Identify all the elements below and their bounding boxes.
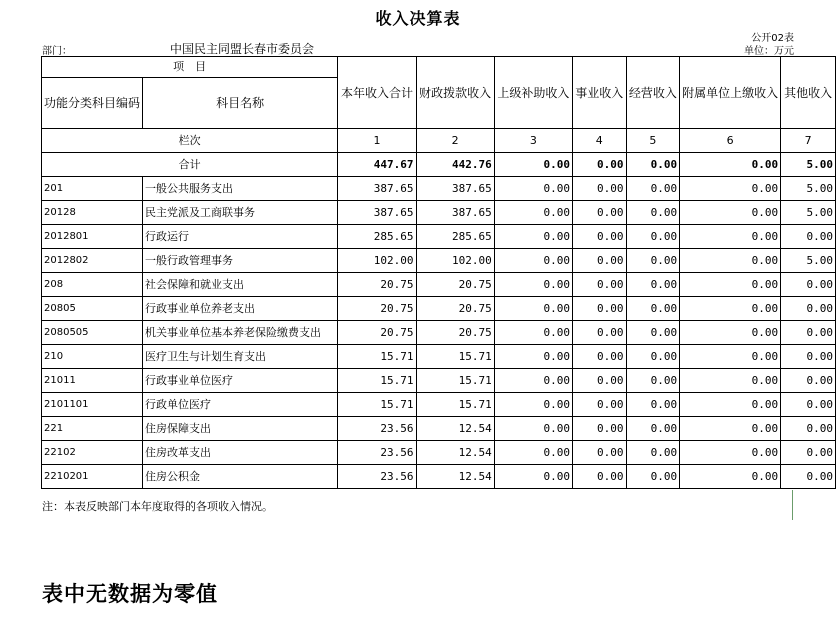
row-value: 20.75 xyxy=(338,321,416,345)
total-label: 合计 xyxy=(42,153,338,177)
row-value: 20.75 xyxy=(416,273,494,297)
row-value: 0.00 xyxy=(626,345,680,369)
row-value: 0.00 xyxy=(626,465,680,489)
total-value: 0.00 xyxy=(572,153,626,177)
header-item: 项 目 xyxy=(42,57,338,78)
row-value: 0.00 xyxy=(680,441,781,465)
divider-line xyxy=(792,490,793,520)
row-value: 0.00 xyxy=(680,201,781,225)
header-col-3: 上级补助收入 xyxy=(494,57,572,129)
row-value: 0.00 xyxy=(781,321,836,345)
row-value: 0.00 xyxy=(680,273,781,297)
header-col-1: 本年收入合计 xyxy=(338,57,416,129)
table-row xyxy=(42,441,836,465)
row-subject-name: 一般行政管理事务 xyxy=(143,249,338,273)
row-value: 15.71 xyxy=(338,393,416,417)
row-code: 208 xyxy=(42,273,143,297)
row-value: 0.00 xyxy=(572,249,626,273)
row-value: 20.75 xyxy=(416,321,494,345)
row-value: 23.56 xyxy=(338,441,416,465)
row-code: 2210201 xyxy=(42,465,143,489)
row-subject-name: 社会保障和就业支出 xyxy=(143,273,338,297)
row-code: 2080505 xyxy=(42,321,143,345)
footer-remark: 表中无数据为零值 xyxy=(42,582,218,606)
row-value: 0.00 xyxy=(494,441,572,465)
header-subject-name: 科目名称 xyxy=(143,78,338,129)
header-col-4: 事业收入 xyxy=(572,57,626,129)
row-value: 0.00 xyxy=(572,273,626,297)
row-value: 0.00 xyxy=(680,249,781,273)
header-col-7: 其他收入 xyxy=(781,57,836,129)
column-number: 3 xyxy=(494,129,572,153)
row-value: 15.71 xyxy=(338,369,416,393)
row-value: 0.00 xyxy=(494,321,572,345)
row-subject-name: 行政事业单位医疗 xyxy=(143,369,338,393)
row-value: 5.00 xyxy=(781,201,836,225)
row-value: 0.00 xyxy=(626,393,680,417)
row-value: 0.00 xyxy=(626,273,680,297)
row-subject-name: 机关事业单位基本养老保险缴费支出 xyxy=(143,321,338,345)
row-value: 0.00 xyxy=(781,393,836,417)
table-row xyxy=(42,417,836,441)
row-value: 0.00 xyxy=(626,225,680,249)
row-value: 12.54 xyxy=(416,465,494,489)
row-value: 387.65 xyxy=(338,201,416,225)
row-value: 0.00 xyxy=(572,297,626,321)
row-value: 0.00 xyxy=(626,417,680,441)
header-func-code: 功能分类科目编码 xyxy=(42,78,143,129)
row-value: 5.00 xyxy=(781,249,836,273)
column-number-label: 栏次 xyxy=(42,129,338,153)
row-value: 12.54 xyxy=(416,417,494,441)
header-col-2: 财政拨款收入 xyxy=(416,57,494,129)
column-number: 1 xyxy=(338,129,416,153)
row-value: 0.00 xyxy=(680,321,781,345)
row-value: 0.00 xyxy=(572,201,626,225)
header-row-item xyxy=(42,57,836,78)
row-value: 0.00 xyxy=(494,369,572,393)
header-col-5: 经营收入 xyxy=(626,57,680,129)
row-value: 0.00 xyxy=(781,273,836,297)
report-title: 收入决算表 xyxy=(375,9,461,28)
row-value: 0.00 xyxy=(781,345,836,369)
row-value: 285.65 xyxy=(416,225,494,249)
total-value: 0.00 xyxy=(494,153,572,177)
row-code: 20805 xyxy=(42,297,143,321)
row-value: 0.00 xyxy=(680,465,781,489)
row-value: 0.00 xyxy=(572,321,626,345)
table-row xyxy=(42,465,836,489)
row-value: 0.00 xyxy=(626,369,680,393)
column-number: 6 xyxy=(680,129,781,153)
department-name: 中国民主同盟长春市委员会 xyxy=(170,42,315,56)
table-note: 注：本表反映部门本年度取得的各项收入情况。 xyxy=(42,500,273,513)
row-value: 0.00 xyxy=(680,345,781,369)
table-row xyxy=(42,345,836,369)
row-code: 2101101 xyxy=(42,393,143,417)
table-row xyxy=(42,225,836,249)
row-subject-name: 医疗卫生与计划生育支出 xyxy=(143,345,338,369)
table-row xyxy=(42,273,836,297)
row-value: 0.00 xyxy=(680,417,781,441)
total-value: 442.76 xyxy=(416,153,494,177)
row-value: 387.65 xyxy=(338,177,416,201)
column-number-row xyxy=(42,129,836,153)
row-value: 20.75 xyxy=(338,297,416,321)
row-code: 22102 xyxy=(42,441,143,465)
form-number: 公开02表 xyxy=(751,33,794,44)
row-value: 0.00 xyxy=(680,297,781,321)
row-value: 0.00 xyxy=(494,225,572,249)
total-value: 447.67 xyxy=(338,153,416,177)
table-row xyxy=(42,393,836,417)
department-label: 部门： xyxy=(42,46,72,57)
row-value: 20.75 xyxy=(338,273,416,297)
row-value: 15.71 xyxy=(338,345,416,369)
row-value: 0.00 xyxy=(781,297,836,321)
row-value: 23.56 xyxy=(338,465,416,489)
table-row xyxy=(42,321,836,345)
total-value: 5.00 xyxy=(781,153,836,177)
row-value: 0.00 xyxy=(781,417,836,441)
row-value: 0.00 xyxy=(572,369,626,393)
row-value: 0.00 xyxy=(494,297,572,321)
row-value: 387.65 xyxy=(416,201,494,225)
row-code: 20128 xyxy=(42,201,143,225)
row-code: 201 xyxy=(42,177,143,201)
row-value: 0.00 xyxy=(626,441,680,465)
row-subject-name: 行政事业单位养老支出 xyxy=(143,297,338,321)
row-value: 5.00 xyxy=(781,177,836,201)
row-value: 15.71 xyxy=(416,393,494,417)
total-row xyxy=(42,153,836,177)
row-subject-name: 住房公积金 xyxy=(143,465,338,489)
row-value: 0.00 xyxy=(781,441,836,465)
row-value: 285.65 xyxy=(338,225,416,249)
row-subject-name: 一般公共服务支出 xyxy=(143,177,338,201)
row-value: 23.56 xyxy=(338,417,416,441)
row-value: 0.00 xyxy=(626,177,680,201)
row-value: 0.00 xyxy=(572,177,626,201)
table-row xyxy=(42,177,836,201)
row-value: 0.00 xyxy=(680,177,781,201)
row-value: 387.65 xyxy=(416,177,494,201)
table-row xyxy=(42,369,836,393)
row-value: 102.00 xyxy=(338,249,416,273)
row-value: 0.00 xyxy=(494,273,572,297)
total-value: 0.00 xyxy=(680,153,781,177)
total-value: 0.00 xyxy=(626,153,680,177)
row-value: 0.00 xyxy=(626,249,680,273)
row-code: 21011 xyxy=(42,369,143,393)
row-value: 0.00 xyxy=(680,225,781,249)
column-number: 5 xyxy=(626,129,680,153)
row-code: 210 xyxy=(42,345,143,369)
row-value: 0.00 xyxy=(781,225,836,249)
row-value: 20.75 xyxy=(416,297,494,321)
income-table xyxy=(41,56,836,489)
row-subject-name: 民主党派及工商联事务 xyxy=(143,201,338,225)
column-number: 4 xyxy=(572,129,626,153)
header-col-6: 附属单位上缴收入 xyxy=(680,57,781,129)
row-value: 0.00 xyxy=(572,345,626,369)
row-value: 15.71 xyxy=(416,369,494,393)
row-code: 2012801 xyxy=(42,225,143,249)
row-code: 2012802 xyxy=(42,249,143,273)
row-value: 0.00 xyxy=(626,201,680,225)
row-value: 0.00 xyxy=(572,393,626,417)
row-value: 0.00 xyxy=(572,465,626,489)
row-code: 221 xyxy=(42,417,143,441)
row-value: 0.00 xyxy=(494,393,572,417)
column-number: 7 xyxy=(781,129,836,153)
row-subject-name: 住房保障支出 xyxy=(143,417,338,441)
row-value: 0.00 xyxy=(494,177,572,201)
row-value: 0.00 xyxy=(626,297,680,321)
row-value: 0.00 xyxy=(494,249,572,273)
row-value: 0.00 xyxy=(781,369,836,393)
row-value: 0.00 xyxy=(572,441,626,465)
row-subject-name: 住房改革支出 xyxy=(143,441,338,465)
table-row xyxy=(42,201,836,225)
column-number: 2 xyxy=(416,129,494,153)
row-value: 0.00 xyxy=(494,417,572,441)
row-subject-name: 行政单位医疗 xyxy=(143,393,338,417)
row-value: 12.54 xyxy=(416,441,494,465)
row-value: 102.00 xyxy=(416,249,494,273)
row-value: 0.00 xyxy=(680,369,781,393)
row-value: 15.71 xyxy=(416,345,494,369)
row-value: 0.00 xyxy=(494,201,572,225)
table-row xyxy=(42,297,836,321)
unit-label: 单位：万元 xyxy=(744,46,794,57)
row-value: 0.00 xyxy=(781,465,836,489)
row-value: 0.00 xyxy=(494,465,572,489)
row-value: 0.00 xyxy=(680,393,781,417)
row-value: 0.00 xyxy=(572,417,626,441)
row-value: 0.00 xyxy=(494,345,572,369)
row-value: 0.00 xyxy=(626,321,680,345)
table-row xyxy=(42,249,836,273)
row-subject-name: 行政运行 xyxy=(143,225,338,249)
row-value: 0.00 xyxy=(572,225,626,249)
